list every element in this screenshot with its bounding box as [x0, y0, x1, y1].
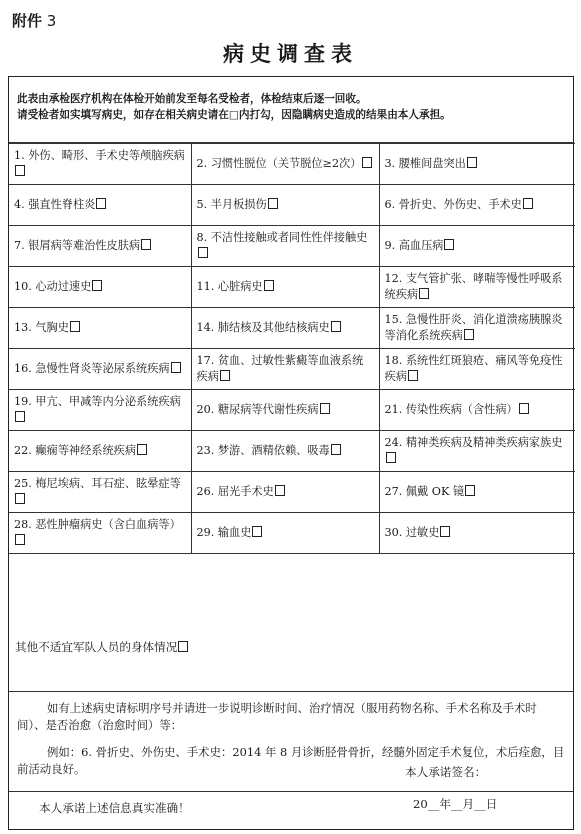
history-item-11 [191, 267, 379, 308]
history-item-label: 18. 系统性红斑狼疮、痛风等免疫性疾病 [384, 354, 563, 383]
history-item-label: 8. 不洁性接触或者同性性伴接触史 [196, 231, 368, 244]
date-line: 20__年__月__日 [413, 797, 498, 811]
history-item-label: 9. 高血压病 [384, 239, 444, 252]
history-item-label: 17. 贫血、过敏性紫癜等血液系统疾病 [196, 354, 364, 383]
checkbox[interactable] [519, 403, 529, 414]
history-item-5 [191, 185, 379, 226]
other-condition-label: 其他不适宜军队人员的身体情况 [15, 640, 178, 654]
history-item-16 [9, 349, 191, 390]
history-item-label: 19. 甲亢、甲减等内分泌系统疾病 [14, 395, 181, 408]
history-item-27 [379, 472, 575, 513]
history-item-label: 22. 癫痫等神经系统疾病 [14, 444, 137, 457]
history-item-label: 30. 过敏史 [384, 526, 440, 539]
history-item-20 [191, 390, 379, 431]
checkbox[interactable] [220, 370, 230, 381]
checkbox[interactable] [96, 198, 106, 209]
history-item-label: 23. 梦游、酒精依赖、吸毒 [196, 444, 330, 457]
attachment-number: 3 [46, 12, 57, 30]
history-item-26 [191, 472, 379, 513]
grid-row [9, 267, 575, 308]
grid-row [9, 185, 575, 226]
history-item-2 [191, 144, 379, 185]
checkbox[interactable] [264, 280, 274, 291]
page-title: 病史调查表 [223, 42, 358, 66]
checkbox[interactable] [386, 452, 396, 463]
history-item-label: 5. 半月板损伤 [196, 198, 267, 211]
checkbox[interactable] [320, 403, 330, 414]
history-grid [9, 143, 575, 554]
history-item-12 [379, 267, 575, 308]
history-item-8 [191, 226, 379, 267]
checkbox[interactable] [408, 370, 418, 381]
history-item-label: 3. 腰椎间盘突出 [384, 157, 466, 170]
checkbox[interactable] [15, 411, 25, 422]
history-item-label: 15. 急慢性肝炎、消化道溃疡胰腺炎等消化系统疾病 [384, 313, 563, 342]
history-item-label: 1. 外伤、畸形、手术史等颅脑疾病 [14, 149, 185, 162]
history-item-6 [379, 185, 575, 226]
history-item-22 [9, 431, 191, 472]
history-item-10 [9, 267, 191, 308]
checkbox[interactable] [15, 165, 25, 176]
history-item-21 [379, 390, 575, 431]
checkbox[interactable] [92, 280, 102, 291]
grid-row [9, 226, 575, 267]
history-item-17 [191, 349, 379, 390]
grid-row [9, 472, 575, 513]
history-item-label: 12. 支气管扩张、哮喘等慢性呼吸系统疾病 [384, 272, 563, 301]
history-item-label: 4. 强直性脊柱炎 [14, 198, 96, 211]
checkbox[interactable] [275, 485, 285, 496]
history-item-label: 7. 银屑病等难治性皮肤病 [14, 239, 141, 252]
instruction-line-2: 请受检者如实填写病史，如存在相关病史请在□内打勾，因隐瞒病史造成的结果由本人承担。 [17, 109, 451, 121]
checkbox[interactable] [444, 239, 454, 250]
checkbox[interactable] [331, 444, 341, 455]
promise-statement: 本人承诺上述信息真实准确！ [39, 801, 190, 815]
history-item-3 [379, 144, 575, 185]
instruction-line-1: 此表由承检医疗机构在体检开始前发至每名受检者，体检结束后逐一回收。 [17, 93, 367, 105]
history-item-label: 21. 传染性疾病（含性病） [384, 403, 518, 416]
checkbox[interactable] [252, 526, 262, 537]
history-item-30 [379, 513, 575, 554]
checkbox[interactable] [171, 362, 181, 373]
history-item-label: 28. 恶性肿瘤病史（含白血病等） [14, 518, 181, 531]
history-item-9 [379, 226, 575, 267]
checkbox[interactable] [198, 247, 208, 258]
history-item-label: 26. 屈光手术史 [196, 485, 274, 498]
history-item-label: 6. 骨折史、外伤史、手术史 [384, 198, 522, 211]
checkbox[interactable] [15, 493, 25, 504]
checkbox[interactable] [137, 444, 147, 455]
checkbox[interactable] [465, 485, 475, 496]
checkbox[interactable] [440, 526, 450, 537]
grid-row [9, 349, 575, 390]
history-item-13 [9, 308, 191, 349]
grid-row [9, 513, 575, 554]
explanation-section [9, 692, 573, 792]
grid-row [9, 144, 575, 185]
checkbox[interactable] [268, 198, 278, 209]
history-item-label: 13. 气胸史 [14, 321, 69, 334]
other-condition-row [9, 636, 573, 692]
history-item-15 [379, 308, 575, 349]
attachment-word: 附件 [12, 12, 43, 30]
instructions [9, 77, 573, 143]
history-item-28 [9, 513, 191, 554]
checkbox[interactable] [467, 157, 477, 168]
checkbox[interactable] [523, 198, 533, 209]
checkbox[interactable] [141, 239, 151, 250]
history-item-29 [191, 513, 379, 554]
history-item-4 [9, 185, 191, 226]
history-item-19 [9, 390, 191, 431]
grid-row [9, 308, 575, 349]
explanation-example: 例如：6. 骨折史、外伤史、手术史：2014 年 8 月诊断胫骨骨折，经髓外固定手术复位，术后痊愈，目前活动良好。 [17, 745, 565, 776]
history-item-label: 20. 糖尿病等代谢性疾病 [196, 403, 319, 416]
checkbox[interactable] [178, 641, 188, 652]
checkbox[interactable] [331, 321, 341, 332]
history-item-25 [9, 472, 191, 513]
grid-row [9, 431, 575, 472]
history-item-label: 27. 佩戴 OK 镜 [384, 485, 465, 498]
checkbox[interactable] [419, 288, 429, 299]
history-item-label: 10. 心动过速史 [14, 280, 92, 293]
explanation-instruction: 如有上述病史请标明序号并请进一步说明诊断时间、治疗情况（服用药物名称、手术名称及手术时间）、是否治愈（治愈时间）等： [17, 701, 537, 732]
checkbox[interactable] [464, 329, 474, 340]
checkbox[interactable] [362, 157, 372, 168]
history-item-label: 14. 肺结核及其他结核病史 [196, 321, 330, 334]
history-item-label: 16. 急慢性肾炎等泌尿系统疾病 [14, 362, 170, 375]
history-item-23 [191, 431, 379, 472]
history-item-label: 25. 梅尼埃病、耳石症、眩晕症等 [14, 477, 181, 490]
history-item-7 [9, 226, 191, 267]
grid-row [9, 390, 575, 431]
survey-form [8, 76, 574, 830]
history-item-18 [379, 349, 575, 390]
signature-label: 本人承诺签名： [405, 765, 487, 779]
checkbox[interactable] [70, 321, 80, 332]
history-item-label: 2. 习惯性脱位（关节脱位≥2次） [196, 157, 362, 170]
history-item-14 [191, 308, 379, 349]
history-item-24 [379, 431, 575, 472]
history-item-label: 29. 输血史 [196, 526, 252, 539]
history-item-label: 24. 精神类疾病及精神类疾病家族史 [384, 436, 563, 449]
checkbox[interactable] [15, 534, 25, 545]
history-item-1 [9, 144, 191, 185]
history-item-label: 11. 心脏病史 [196, 280, 263, 293]
attachment-label [12, 10, 56, 31]
